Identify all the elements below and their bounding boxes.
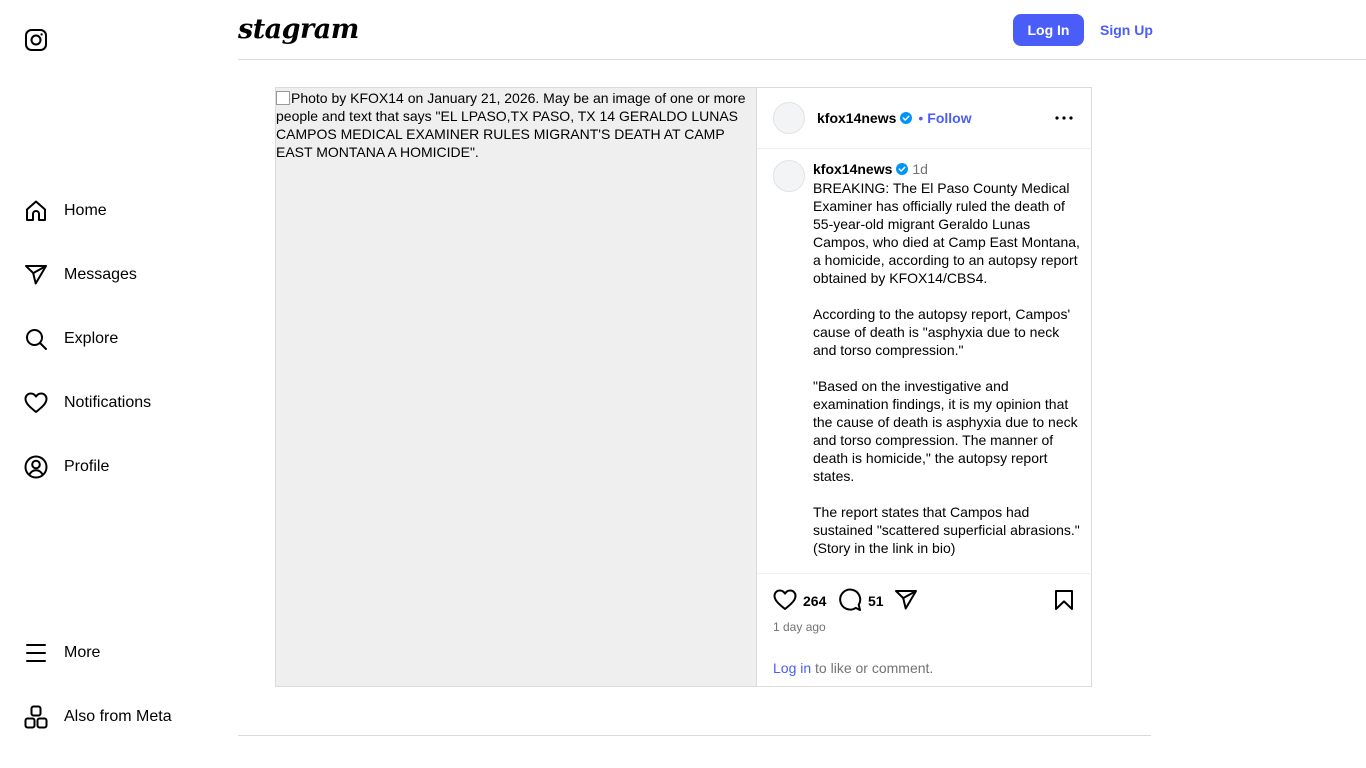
nav-more-label: More <box>64 644 101 661</box>
nav-also-from-meta-label: Also from Meta <box>64 708 172 725</box>
caption-header <box>813 161 928 177</box>
more-options-icon[interactable] <box>1054 108 1074 128</box>
post-image-alt-text <box>276 89 746 161</box>
meta-apps-icon <box>24 705 48 729</box>
nav-notifications-label: Notifications <box>64 394 152 411</box>
nav-home-label: Home <box>64 202 107 219</box>
caption-avatar[interactable] <box>773 160 805 192</box>
caption-timestamp[interactable]: 1d <box>912 161 928 177</box>
login-inline-link[interactable]: Log in <box>773 660 812 676</box>
post-header <box>757 88 1092 149</box>
instagram-wordmark[interactable]: stagram <box>238 14 359 45</box>
sidebar <box>0 0 238 768</box>
post-image-alt-label: Photo by KFOX14 on January 21, 2026. May be an image of one or more people and text that says "EL LPASO,TX PASO, TX 14 GERALDO LUNAS CAMPOS MEDICAL EXAMINER RULES MIGRANT'S DEATH AT CAMP EAST MONTANA A HOMICIDE". <box>276 90 746 160</box>
menu-icon <box>24 641 48 665</box>
like-heart-icon[interactable] <box>773 588 797 612</box>
nav-messages-label: Messages <box>64 266 137 283</box>
nav-profile[interactable] <box>24 454 109 480</box>
post-sidebar <box>756 88 1091 686</box>
broken-image-icon <box>276 91 290 105</box>
nav-profile-label: Profile <box>64 458 110 475</box>
nav-also-from-meta[interactable] <box>24 704 172 730</box>
heart-icon <box>24 391 48 415</box>
nav-home[interactable] <box>24 198 107 224</box>
caption-text: BREAKING: The El Paso County Medical Examiner has officially ruled the death of 55-year-old migrant Geraldo Lunas Campos, who died at Camp East Montana, a homicide, according to an autopsy report obtained by KFOX14/CBS4. According to the autopsy report, Campos' cause of death is "asphyxia due to neck and torso compression." "Based on the investigative and examination findings, it is my opinion that the cause of death is asphyxia due to neck and torso compression. The manner of death is homicide," the autopsy report states. The report states that Campos had sustained "scattered superficial abrasions." (Story in the link in bio) <box>813 180 1080 556</box>
paper-plane-icon <box>24 263 48 287</box>
login-to-like-prompt <box>773 660 933 676</box>
post-image[interactable] <box>276 88 756 686</box>
post-actions <box>757 573 1092 686</box>
bookmark-icon[interactable] <box>1052 588 1076 612</box>
instagram-logo-icon[interactable] <box>24 28 48 52</box>
separator-dot: • <box>918 110 924 126</box>
nav-messages[interactable] <box>24 262 137 288</box>
caption-section <box>757 150 1092 572</box>
login-prompt-text: to like or comment. <box>811 660 934 676</box>
profile-icon <box>24 455 48 479</box>
follow-button[interactable]: Follow <box>927 110 972 126</box>
verified-badge-icon <box>900 112 912 124</box>
nav-explore-label: Explore <box>64 330 119 347</box>
search-icon <box>24 327 48 351</box>
author-username[interactable]: kfox14news <box>817 110 897 126</box>
nav-more[interactable] <box>24 640 100 666</box>
author-avatar[interactable] <box>773 102 805 134</box>
comment-count[interactable]: 51 <box>868 593 884 609</box>
post-card <box>275 87 1092 687</box>
home-icon <box>24 199 48 223</box>
nav-explore[interactable] <box>24 326 118 352</box>
share-icon[interactable] <box>894 588 918 612</box>
top-bar <box>238 0 1366 60</box>
post-author-line <box>817 110 972 128</box>
footer-divider <box>238 735 1151 736</box>
like-count[interactable]: 264 <box>803 593 827 609</box>
nav-notifications[interactable] <box>24 390 151 416</box>
comment-icon[interactable] <box>838 588 862 612</box>
signup-link[interactable]: Sign Up <box>1100 22 1153 38</box>
post-time-ago[interactable]: 1 day ago <box>773 620 826 634</box>
verified-badge-icon <box>896 163 908 175</box>
login-button[interactable]: Log In <box>1013 14 1084 46</box>
caption-username[interactable]: kfox14news <box>813 161 893 177</box>
